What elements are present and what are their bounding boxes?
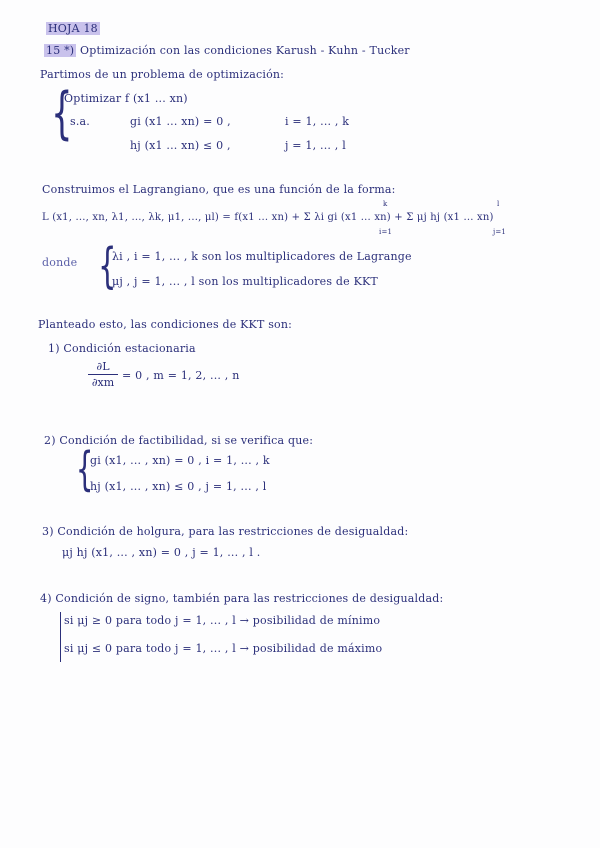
section-title-text: Optimización con las condiciones Karush - Kuhn - Tucker xyxy=(80,44,410,57)
multipliers-brace: { xyxy=(98,238,117,294)
cond2-line1: gi (x1, ... , xn) = 0 , i = 1, ... , k xyxy=(90,454,270,467)
cond3-title: 3) Condición de holgura, para las restricciones de desigualdad: xyxy=(42,525,409,538)
sheet-label: HOJA 18 xyxy=(48,22,98,35)
cond4-line2: si μj ≤ 0 para todo j = 1, ... , l → posibilidad de máximo xyxy=(64,642,383,655)
lagrangian-formula: L (x1, ..., xn, λ1, ..., λk, μ1, ..., μl) = f(x1 ... xn) + Σ λi gi (x1 ... xn) + Σ μj hj (x1 ... xn) xyxy=(42,212,494,223)
cond4-line1: si μj ≥ 0 para todo j = 1, ... , l → posibilidad de mínimo xyxy=(64,614,381,627)
cond1-title: 1) Condición estacionaria xyxy=(48,342,196,355)
problem-sa: s.a. xyxy=(70,115,90,128)
cond2-line2: hj (x1, ... , xn) ≤ 0 , j = 1, ... , l xyxy=(90,480,267,493)
problem-brace: { xyxy=(51,81,73,146)
cond1-rest: = 0 , m = 1, 2, ... , n xyxy=(122,369,240,382)
partial-numerator: ∂L xyxy=(96,360,110,373)
partial-fraction xyxy=(88,360,118,389)
section-number: 15 *) xyxy=(46,44,75,57)
cond4-bracket xyxy=(60,612,61,662)
cond2-brace: { xyxy=(75,442,94,496)
lagrangian-intro: Construimos el Lagrangiano, que es una función de la forma: xyxy=(42,183,396,196)
section-title xyxy=(44,44,410,57)
sum1-bottom: i=1 xyxy=(379,228,393,236)
problem-objective: Optimizar f (x1 ... xn) xyxy=(64,92,188,105)
sum1-top: k xyxy=(383,200,388,208)
sum2-bottom: j=1 xyxy=(493,228,507,236)
lambda-multipliers: λi , i = 1, ... , k son los multiplicadores de Lagrange xyxy=(112,250,412,263)
cond4-title: 4) Condición de signo, también para las restricciones de desigualdad: xyxy=(40,592,444,605)
mu-multipliers: μj , j = 1, ... , l son los multiplicadores de KKT xyxy=(112,275,378,288)
eq-constraint: gi (x1 ... xn) = 0 , xyxy=(130,115,231,128)
cond2-title: 2) Condición de factibilidad, si se verifica que: xyxy=(44,434,314,447)
ineq-constraint: hj (x1 ... xn) ≤ 0 , xyxy=(130,139,231,152)
donde-label: donde xyxy=(42,256,78,269)
intro-text: Partimos de un problema de optimización: xyxy=(40,68,285,81)
ineq-index: j = 1, ... , l xyxy=(285,139,346,152)
partial-denominator: ∂xm xyxy=(91,376,115,389)
sum2-top: l xyxy=(497,200,500,208)
eq-index: i = 1, ... , k xyxy=(285,115,350,128)
kkt-intro: Planteado esto, las condiciones de KKT son: xyxy=(38,318,293,331)
cond3-line1: μj hj (x1, ... , xn) = 0 , j = 1, ... , l . xyxy=(62,546,261,559)
